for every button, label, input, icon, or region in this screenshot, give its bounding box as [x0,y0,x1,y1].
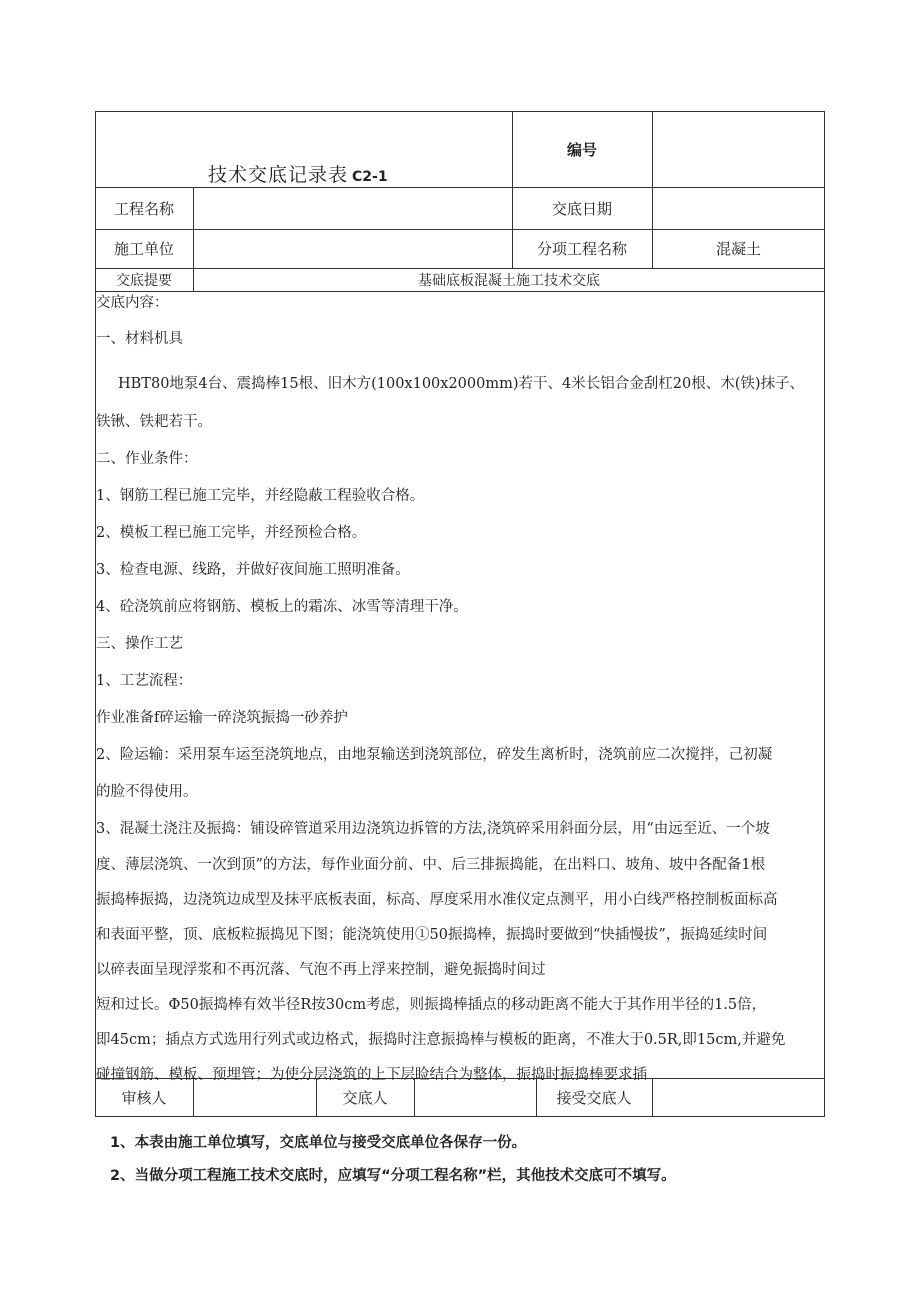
content-line: 三、操作工艺 [96,636,183,652]
receiver-label: 接受交底人 [556,1089,632,1107]
form-title [208,160,388,187]
content-line: 作业准备f碎运输一碎浇筑振捣一砂养护 [96,710,348,726]
content-line: 2、险运输：采用泵车运至浇筑地点，由地泵输送到浇筑部位，碎发生离析时，浇筑前应二次搅拌，己初凝 [96,747,773,763]
contractor-field[interactable] [193,229,512,268]
content-line: 一、材料机具 [96,331,183,347]
content-line: HBT80地泵4台、震捣棒15根、旧木方(100x100x2000mm)若干、4米长铝合金刮杠20根、木(铁)抹子、 [118,376,805,392]
form-code: C2-1 [352,169,388,185]
date-label: 交底日期 [551,199,612,218]
content-line: 以碎表面呈现浮浆和不再沉落、气泡不再上浮来控制，避免振捣时间过 [96,962,546,978]
footnote: 2、当做分项工程施工技术交底时，应填写“分项工程名称”栏，其他技术交底可不填写。 [110,1168,676,1184]
summary-field[interactable]: 基础底板混凝土施工技术交底 [418,272,600,289]
contractor-label: 施工单位 [113,240,174,258]
content-line: 4、砼浇筑前应将钢筋、模板上的霜冻、冰雪等清理干净。 [96,599,468,615]
presenter-field[interactable] [414,1078,536,1117]
subproject-field[interactable]: 混凝土 [715,240,761,258]
number-field[interactable] [652,111,825,187]
project-name-field[interactable] [193,187,512,229]
content-line: 3、检查电源、线路，并做好夜间施工照明准备。 [96,562,410,578]
content-line: 2、模板工程已施工完毕，并经预检合格。 [96,525,367,541]
number-label: 编号 [566,140,597,159]
summary-label: 交底提要 [116,272,172,289]
footnotes [110,1127,676,1193]
subproject-label: 分项工程名称 [536,240,627,258]
content-line: 和表面平整，顶、底板粒振捣见下图；能浇筑使用①50振捣棒，振捣时要做到“快插慢拔”，振捣延续时间 [96,927,768,943]
content-line: 的脸不得使用。 [96,784,198,800]
content-line: 1、工艺流程： [96,673,193,689]
reviewer-label: 审核人 [121,1089,167,1107]
date-field[interactable] [652,187,825,229]
content-line: 短和过长。Φ50振捣棒有效半径R按30cm考虑，则振捣棒插点的移动距离不能大于其作用半径的1.5倍， [96,997,767,1013]
reviewer-field[interactable] [193,1078,316,1117]
content-line: 交底内容： [96,295,169,311]
content-line: 度、薄层浇筑、一次到顶”的方法，每作业面分前、中、后三排振捣能，在出料口、坡角、坡中各配备1根 [96,857,766,873]
content-line: 即45cm；插点方式选用行列式或边格式，振捣时注意振捣棒与模板的距离，不准大于0.5R,即15cm,并避免 [96,1032,786,1048]
presenter-label: 交底人 [342,1089,388,1107]
project-name-label: 工程名称 [113,199,174,218]
content-line: 振捣棒振捣，边浇筑边成型及抹平底板表面，标高、厚度采用水准仪定点测平，用小白线严格控制板面标高 [96,892,778,908]
content-line: 1、钢筋工程已施工完毕，并经隐蔽工程验收合格。 [96,488,425,504]
receiver-field[interactable] [652,1078,825,1117]
content-line: 3、混凝土浇注及振捣：铺设碎管道采用边浇筑边拆管的方法,浇筑碎采用斜面分层，用“由远至近、一个坡 [96,821,770,837]
footnote: 1、本表由施工单位填写，交底单位与接受交底单位各保存一份。 [110,1135,527,1151]
disclosure-content [96,292,824,1093]
content-line: 碰撞钢筋、模板、预埋管；为使分层浇筑的上下层睑结合为整体，振捣时振捣棒要求插 [96,1067,647,1083]
content-line: 二、作业条件： [96,451,198,467]
form-title-text: 技术交底记录表 [208,164,349,186]
content-line: 铁锹、铁耙若干。 [96,414,212,430]
